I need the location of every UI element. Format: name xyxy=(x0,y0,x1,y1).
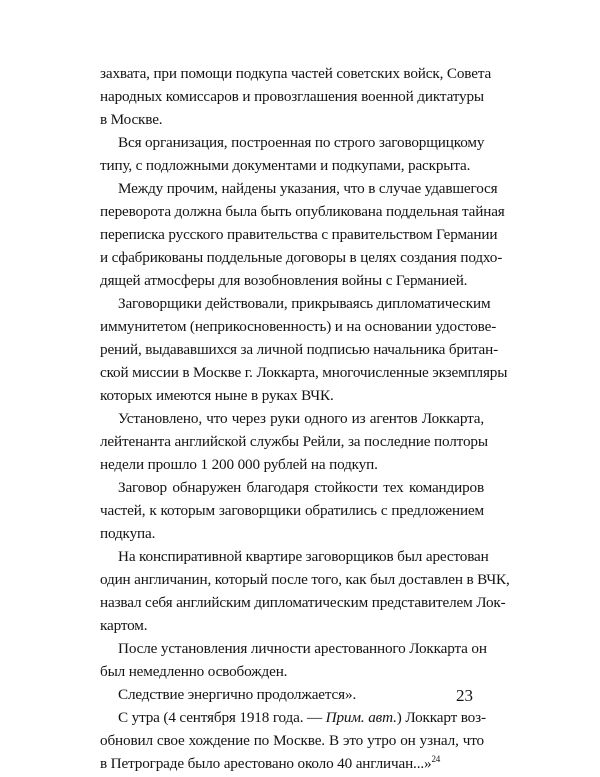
author-note-italic: Прим. авт. xyxy=(325,709,397,726)
text-line: переписка русского правительства с правительством Германии xyxy=(100,226,498,243)
text-line: которых имеются ныне в руках ВЧК. xyxy=(100,387,334,404)
text-line: лейтенанта английской службы Рейли, за последние полторы xyxy=(100,433,488,450)
text-line: дящей атмосферы для возобновления войны с Германией. xyxy=(100,272,468,289)
line-text: ) Локкарт воз- xyxy=(396,709,486,726)
text-line: переворота должна была быть опубликована поддельная тайная xyxy=(100,203,505,220)
footnote-marker: 24 xyxy=(431,754,441,764)
text-line: Вся организация, построенная по строго заговорщицкому xyxy=(118,134,485,151)
text-line: был немедленно освобожден. xyxy=(100,663,288,680)
text-line: и сфабрикованы поддельные договоры в целях создания подхо- xyxy=(100,249,503,266)
text-line: недели прошло 1 200 000 рублей на подкуп. xyxy=(100,456,378,473)
text-line: народных комиссаров и провозглашения военной диктатуры xyxy=(100,88,484,105)
text-line: обновил свое хождение по Москве. В это утро он узнал, что xyxy=(100,732,484,749)
closing-quote-mark: ». xyxy=(345,686,357,703)
page-number: 23 xyxy=(456,686,473,705)
line-text: Следствие энергично продолжается xyxy=(118,686,345,703)
text-line: подкупа. xyxy=(100,525,156,542)
text-line: ской миссии в Москве г. Локкарта, многочисленные экземпляры xyxy=(100,364,508,381)
text-line: На конспиративной квартире заговорщиков был арестован xyxy=(118,548,489,565)
text-line: один англичанин, который после того, как был доставлен в ВЧК, xyxy=(100,571,510,588)
text-line: картом. xyxy=(100,617,148,634)
text-line: типу, с подложными документами и подкупами, раскрыта. xyxy=(100,157,471,174)
text-line: Заговор обнаружен благодаря стойкости тех командиров xyxy=(118,479,484,496)
text-line xyxy=(118,683,356,706)
text-line: Между прочим, найдены указания, что в случае удавшегося xyxy=(118,180,498,197)
text-line: Установлено, что через руки одного из агентов Локкарта, xyxy=(118,410,484,427)
line-text: в Петрограде было арестовано около 40 англичан...» xyxy=(100,755,432,772)
text-line: захвата, при помощи подкупа частей советских войск, Совета xyxy=(100,65,492,82)
text-line: рений, выдававшихся за личной подписью начальника британ- xyxy=(100,341,499,358)
text-line xyxy=(100,752,440,775)
line-text: С утра (4 сентября 1918 года. — xyxy=(118,709,326,726)
text-line: иммунитетом (неприкосновенность) и на основании удостове- xyxy=(100,318,497,335)
text-line xyxy=(118,706,484,729)
text-line: частей, к которым заговорщики обратились с предложением xyxy=(100,502,484,519)
text-line: назвал себя английским дипломатическим представителем Лок- xyxy=(100,594,506,611)
text-line: Заговорщики действовали, прикрываясь дипломатическим xyxy=(118,295,491,312)
text-line: в Москве. xyxy=(100,111,163,128)
text-line: После установления личности арестованного Локкарта он xyxy=(118,640,487,657)
